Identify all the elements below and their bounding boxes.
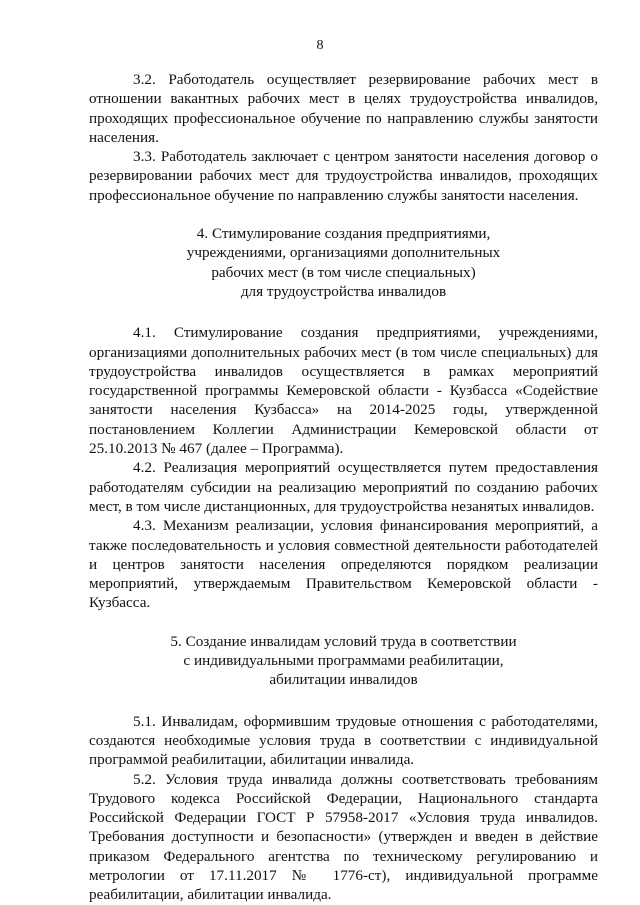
section-4-heading-line: для трудоустройства инвалидов bbox=[240, 282, 447, 300]
section-5-heading-line: с индивидуальными программами реабилитации, bbox=[183, 652, 504, 670]
paragraph-3-2: 3.2. Работодатель осуществляет резервирование рабочих мест в отношении вакантных рабочих мест в целях трудоустройства инвалидов, проходящих профессиональное обучение по направлению службы занятости населения. bbox=[89, 71, 598, 146]
section-4-heading bbox=[89, 224, 598, 301]
spacer bbox=[89, 690, 598, 712]
section-4-heading-line: рабочих мест (в том числе специальных) bbox=[211, 263, 476, 281]
paragraph-5-1: 5.1. Инвалидам, оформившим трудовые отношения с работодателями, создаются необходимые условия труда в соответствии с индивидуальной программой реабилитации, абилитации инвалида. bbox=[89, 712, 598, 769]
page-number: 8 bbox=[316, 38, 324, 53]
section-5-heading-line: абилитации инвалидов bbox=[269, 671, 418, 689]
spacer bbox=[89, 205, 598, 224]
paragraph-4-2: 4.2. Реализация мероприятий осуществляется путем предоставления работодателям субсидии на реализацию мероприятий по созданию рабочих мест, в том числе дистанционных, для трудоустройства незанятых инвалидов. bbox=[89, 459, 598, 515]
section-5-heading-line: 5. Создание инвалидам условий труда в соответствии bbox=[170, 632, 517, 650]
section-4-heading-line: учреждениями, организациями дополнительных bbox=[186, 244, 501, 262]
section-4-heading-line: 4. Стимулирование создания предприятиями, bbox=[196, 225, 491, 243]
paragraph-3-3: 3.3. Работодатель заключает с центром занятости населения договор о резервировании рабочих мест для трудоустройства инвалидов, проходящих профессиональное обучение по направлению службы занятости населения. bbox=[89, 148, 598, 204]
paragraph-4-1: 4.1. Стимулирование создания предприятиями, учреждениями, организациями дополнительных рабочих мест (в том числе специальных) для трудоустройства инвалидов осуществляется в рамках мероприятий государственной программы Кемеровской области - Кузбасса «Содействие занятости населения Кузбасса» на 2014-2025 годы, утвержденной постановлением Коллегии Администрации Кемеровской области от 25.10.2013 № 467 (далее – Программа). bbox=[89, 324, 598, 458]
document-body bbox=[89, 70, 598, 905]
spacer bbox=[89, 301, 598, 323]
spacer bbox=[89, 613, 598, 632]
paragraph-4-3: 4.3. Механизм реализации, условия финансирования мероприятий, а также последовательность и условия совместной деятельности работодателей и центров занятости населения определяются порядком реализации мероприятий, утверждаемым Правительством Кемеровской области - Кузбасса. bbox=[89, 517, 598, 612]
paragraph-5-2: 5.2. Условия труда инвалида должны соответствовать требованиям Трудового кодекса Российской Федерации, Национального стандарта Российской Федерации ГОСТ Р 57958-2017 «Условия труда инвалидов. Требования доступности и безопасности» (утвержден и введен в действие приказом Федерального агентства по техническому регулированию и метрологии от 17.11.2017 № 1776-ст), индивидуальной программе реабилитации, абилитации инвалида. bbox=[89, 770, 598, 904]
section-5-heading bbox=[89, 632, 598, 690]
